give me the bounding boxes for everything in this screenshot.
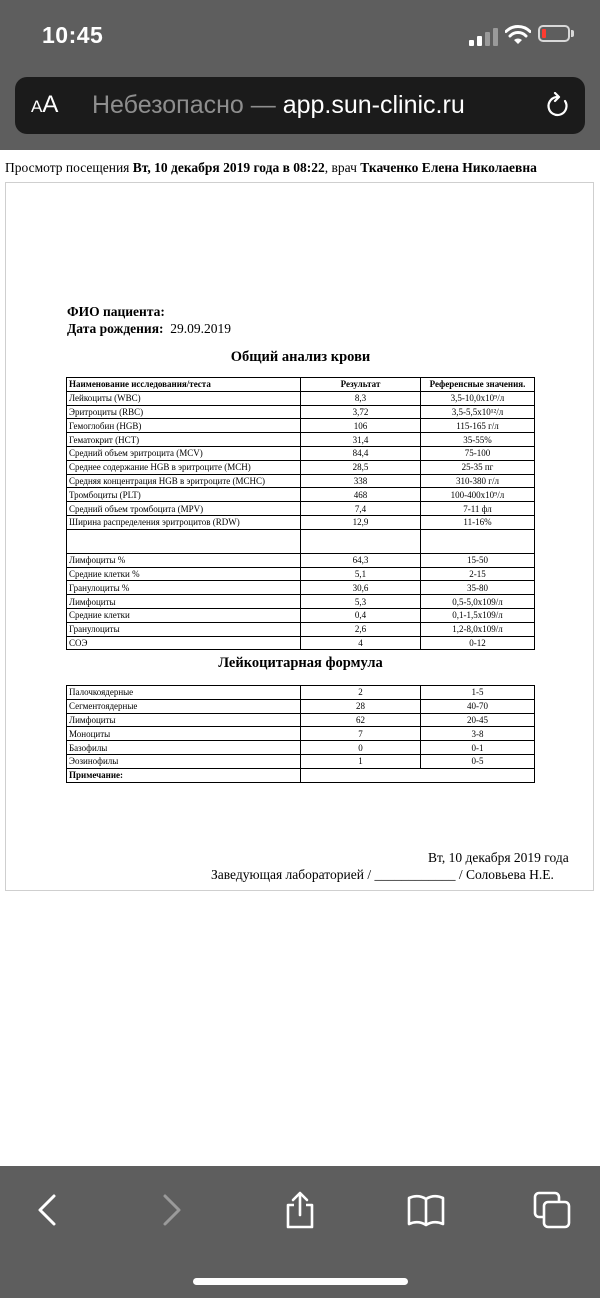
text-size-button[interactable]: AA [31,91,59,118]
table-row [67,446,535,460]
result-value: 4 [301,636,421,650]
table-row [67,727,535,741]
test-name: Сегментоядерные [67,699,301,713]
url-host: app.sun-clinic.ru [282,91,465,119]
test-name: Палочкоядерные [67,686,301,700]
signature-date: Вт, 10 декабря 2019 года [428,850,569,865]
table-row [67,713,535,727]
reference-range: 25-35 пг [421,460,535,474]
reference-range: 1,2-8,0x109/л [421,622,535,636]
result-value: 84,4 [301,446,421,460]
test-name: Средние клетки [67,608,301,622]
result-value: 1 [301,754,421,768]
visit-date: Вт, 10 декабря 2019 года в 08:22 [132,160,325,175]
test-name: Гранулоциты [67,622,301,636]
test-name: Средние клетки % [67,567,301,581]
wifi-icon [505,24,531,46]
table-row [67,567,535,581]
table-row [67,741,535,755]
result-value: 106 [301,419,421,433]
table-row [67,553,535,567]
header-result: Результат [301,378,421,392]
table-row [67,502,535,516]
test-name: Тромбоциты (PLT) [67,488,301,502]
table-row [67,754,535,768]
result-value: 338 [301,474,421,488]
cbc-table [66,377,535,650]
result-value: 0,4 [301,608,421,622]
table-row [67,433,535,447]
leuko-title: Лейкоцитарная формула [218,655,383,671]
reference-range [421,529,535,553]
result-value: 62 [301,713,421,727]
header-reference: Референсные значения. [421,378,535,392]
table-row [67,460,535,474]
note-value [301,768,535,782]
result-value: 8,3 [301,391,421,405]
cbc-title: Общий анализ крови [230,349,371,365]
result-value: 28,5 [301,460,421,474]
result-value: 2 [301,686,421,700]
test-name: Моноциты [67,727,301,741]
leuko-table [66,685,535,783]
reference-range: 0,5-5,0x109/л [421,595,535,609]
insecure-label: Небезопасно — [92,91,283,119]
result-value: 64,3 [301,553,421,567]
table-row [67,595,535,609]
result-value: 2,6 [301,622,421,636]
test-name: СОЭ [67,636,301,650]
test-name: Ширина распределения эритроцитов (RDW) [67,515,301,529]
reference-range: 100-400x10⁹/л [421,488,535,502]
status-time: 10:45 [42,22,104,48]
forward-icon[interactable] [152,1190,192,1230]
test-name: Средняя концентрация HGB в эритроците (MCHC) [67,474,301,488]
signature-line: Заведующая лабораторией / ____________ / Соловьева Н.Е. [211,867,554,882]
table-row [67,405,535,419]
note-label: Примечание: [67,768,301,782]
home-indicator [193,1278,408,1285]
reference-range: 75-100 [421,446,535,460]
result-value: 12,9 [301,515,421,529]
result-value: 7 [301,727,421,741]
table-row [67,636,535,650]
reference-range: 0-1 [421,741,535,755]
table-row [67,686,535,700]
tabs-icon[interactable] [532,1190,572,1230]
test-name: Лимфоциты % [67,553,301,567]
table-spacer-row [67,529,535,553]
reference-range: 15-50 [421,553,535,567]
table-row [67,419,535,433]
visit-header: Просмотр посещения Вт, 10 декабря 2019 года в 08:22, врач Ткаченко Елена Николаевна [5,160,537,175]
reference-range: 7-11 фл [421,502,535,516]
table-row [67,581,535,595]
bookmarks-icon[interactable] [406,1190,446,1230]
result-value: 31,4 [301,433,421,447]
reference-range: 2-15 [421,567,535,581]
test-name: Лимфоциты [67,595,301,609]
test-name: Средний объем эритроцита (MCV) [67,446,301,460]
reference-range: 310-380 г/л [421,474,535,488]
reference-range: 3-8 [421,727,535,741]
reference-range: 3,5-10,0x10⁹/л [421,391,535,405]
reference-range: 20-45 [421,713,535,727]
battery-tip [571,30,574,37]
reference-range: 35-55% [421,433,535,447]
result-value: 3,72 [301,405,421,419]
test-name: Базофилы [67,741,301,755]
cellular-signal-icon [469,28,499,46]
result-value: 468 [301,488,421,502]
note-row [67,768,535,782]
test-name: Средний объем тромбоцита (MPV) [67,502,301,516]
back-icon[interactable] [27,1190,67,1230]
result-value: 0 [301,741,421,755]
reference-range: 40-70 [421,699,535,713]
lab-report [5,182,594,891]
reference-range: 0-5 [421,754,535,768]
dob-label: Дата рождения: [67,321,164,336]
table-header-row [67,378,535,392]
result-value: 7,4 [301,502,421,516]
test-name: Среднее содержание HGB в эритроците (MCH) [67,460,301,474]
table-row [67,488,535,502]
table-row [67,622,535,636]
reference-range: 1-5 [421,686,535,700]
result-value: 5,1 [301,567,421,581]
table-row [67,474,535,488]
dob-value: 29.09.2019 [170,321,231,336]
table-row [67,608,535,622]
browser-top-bar [0,0,600,150]
reference-range: 35-80 [421,581,535,595]
reference-range: 11-16% [421,515,535,529]
patient-name-label: ФИО пациента: [67,304,165,319]
test-name: Гематокрит (HCT) [67,433,301,447]
test-name: Гранулоциты % [67,581,301,595]
reference-range: 3,5-5,5x10¹²/л [421,405,535,419]
test-name: Эритроциты (RBC) [67,405,301,419]
result-value: 28 [301,699,421,713]
reference-range: 0-12 [421,636,535,650]
table-row [67,515,535,529]
test-name [67,529,301,553]
table-row [67,699,535,713]
test-name: Лимфоциты [67,713,301,727]
share-icon[interactable] [280,1190,320,1230]
battery-icon [538,25,570,42]
browser-bottom-bar [0,1166,600,1298]
result-value: 5,3 [301,595,421,609]
reference-range: 0,1-1,5x109/л [421,608,535,622]
patient-info [67,303,231,337]
result-value: 30,6 [301,581,421,595]
reload-icon[interactable] [545,92,571,120]
test-name: Эозинофилы [67,754,301,768]
result-value [301,529,421,553]
reference-range: 115-165 г/л [421,419,535,433]
address-bar[interactable] [15,77,585,134]
doctor-name: Ткаченко Елена Николаевна [360,160,537,175]
test-name: Лейкоциты (WBC) [67,391,301,405]
table-row [67,391,535,405]
test-name: Гемоглобин (HGB) [67,419,301,433]
header-test-name: Наименование исследования/теста [67,378,301,392]
url-display[interactable] [92,90,465,120]
